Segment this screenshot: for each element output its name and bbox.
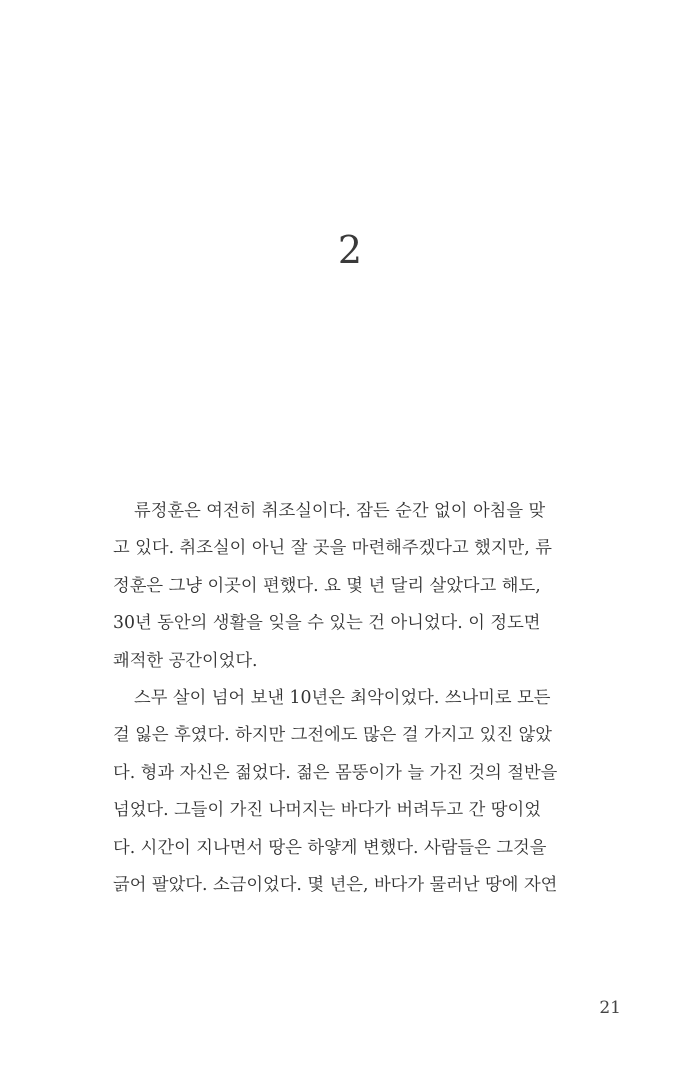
text-line: 넘었다. 그들이 가진 나머지는 바다가 버려두고 간 땅이었: [113, 800, 541, 821]
text-line: 긁어 팔았다. 소금이었다. 몇 년은, 바다가 물러난 땅에 자연: [113, 874, 558, 895]
text-line: 류정훈은 여전히 취조실이다. 잠든 순간 없이 아침을 맞: [134, 501, 546, 521]
text-line: 정훈은 그냥 이곳이 편했다. 요 몇 년 달리 살았다고 해도,: [113, 575, 541, 596]
page-number: 21: [599, 998, 621, 1018]
text-line: 다. 형과 자신은 젊었다. 젊은 몸뚱이가 늘 가진 것의 절반을: [113, 762, 558, 783]
body-text: [113, 493, 629, 904]
text-line: 고 있다. 취조실이 아닌 잘 곳을 마련해주겠다고 했지만, 류: [113, 538, 552, 559]
text-line: 30년 동안의 생활을 잊을 수 있는 건 아니었다. 이 정도면: [113, 613, 541, 634]
text-line: 다. 시간이 지나면서 땅은 하얗게 변했다. 사람들은 그것을: [113, 837, 547, 858]
paragraph-1: [113, 493, 629, 680]
text-line: 스무 살이 넘어 보낸 10년은 최악이었다. 쓰나미로 모든: [134, 687, 551, 708]
chapter-number: 2: [337, 228, 363, 272]
paragraph-2: [113, 680, 629, 904]
text-line: 걸 잃은 후였다. 하지만 그전에도 많은 걸 가지고 있진 않았: [113, 725, 552, 746]
text-line: 쾌적한 공간이었다.: [113, 650, 258, 671]
